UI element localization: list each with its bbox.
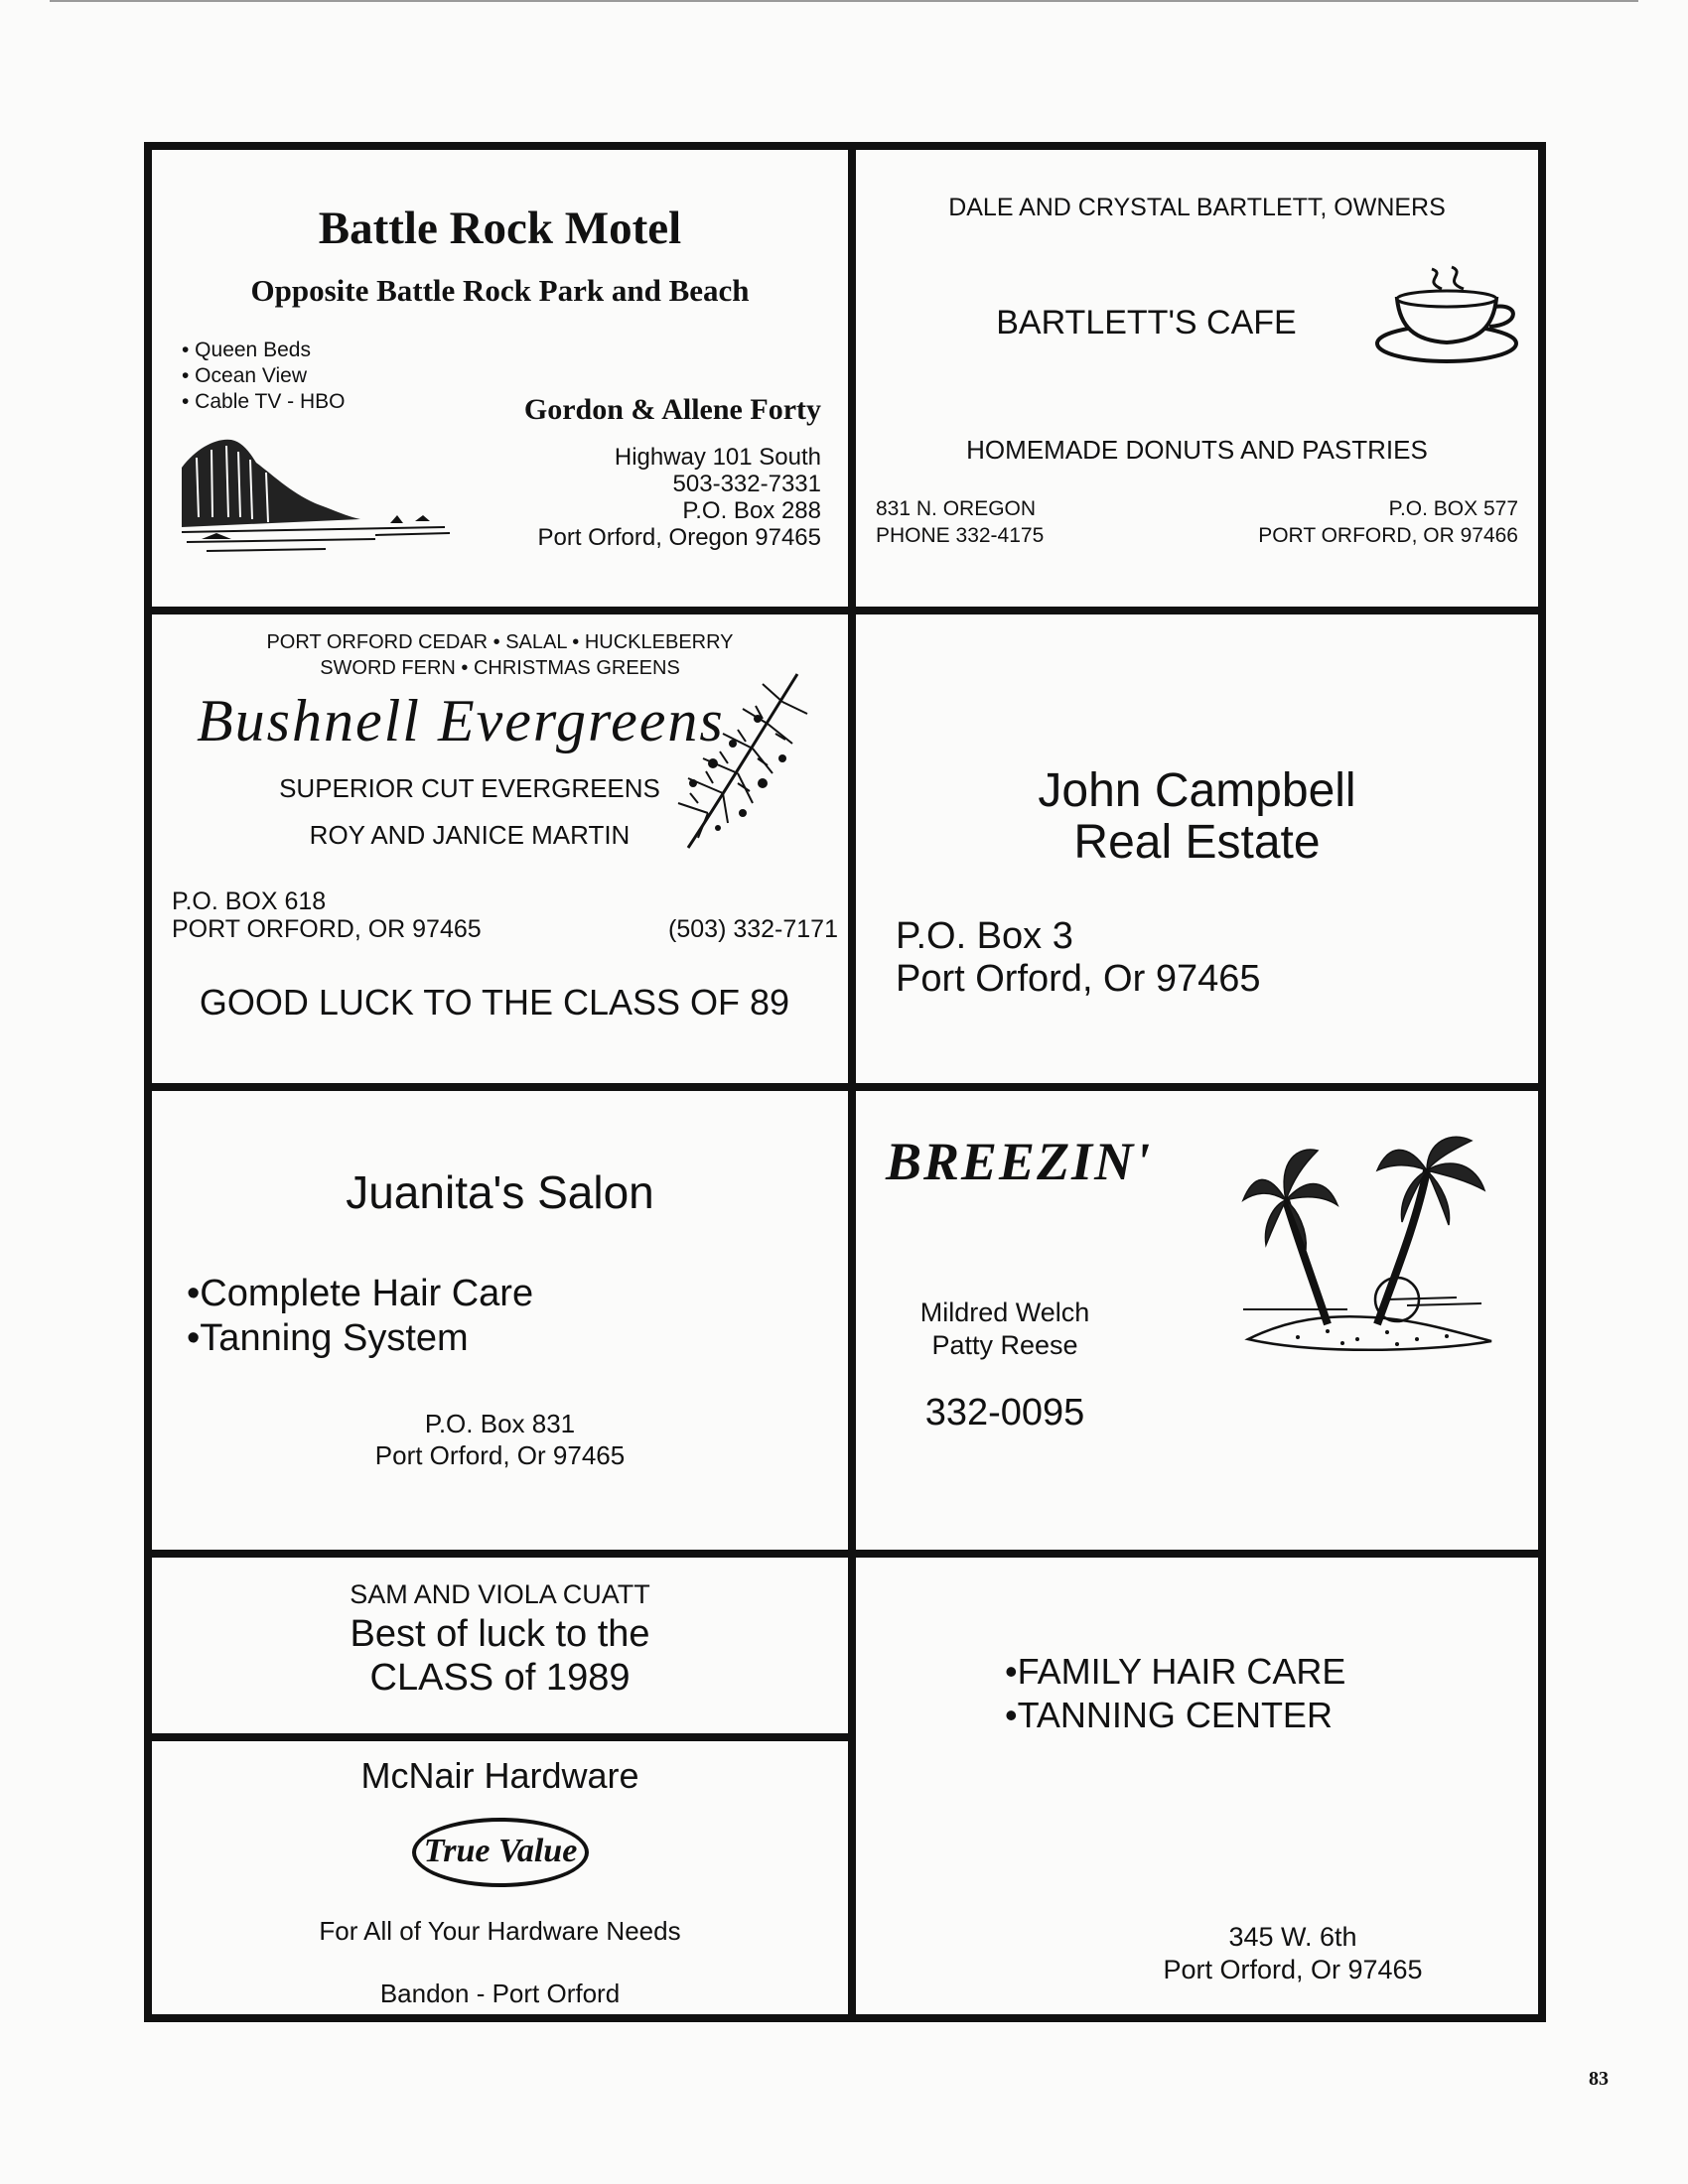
service-item: •Complete Hair Care [187,1273,534,1314]
ad-mcnair-hardware [152,1741,848,2014]
city-line: Port Orford, Or 97465 [896,958,1261,1000]
logo-text: True Value [423,1833,578,1869]
battle-rock-illustration [177,428,455,557]
service-item: •TANNING CENTER [1005,1695,1333,1735]
person-name: Mildred Welch [919,1297,1090,1327]
street-address: 345 W. 6th [1228,1922,1357,1952]
page-top-rule [50,0,1638,2]
true-value-logo [412,1818,589,1887]
address-line: Port Orford, Oregon 97465 [537,524,821,551]
grid-divider-row3 [152,1550,1538,1558]
city-line: PORT ORFORD, OR 97465 [172,915,482,943]
grid-divider-row2 [152,1083,1538,1091]
ad-grid [144,142,1546,2022]
phone-line: PHONE 332-4175 [876,524,1045,547]
ad-owners: SAM AND VIOLA CUATT [350,1579,650,1609]
po-box: P.O. BOX 577 [1388,497,1518,520]
ad-title: McNair Hardware [360,1755,639,1796]
ad-owners: ROY AND JANICE MARTIN [309,820,631,850]
ad-juanitas-salon [152,1091,848,1550]
phone-line: 332-0095 [924,1392,1085,1433]
page-number: 83 [1589,2068,1609,2090]
ad-title: John Campbell [1038,764,1356,817]
service-item: •Tanning System [187,1317,469,1359]
ad-bushnell-evergreens [152,614,848,1083]
class-message: CLASS of 1989 [369,1657,631,1699]
ad-breezin [856,1091,1538,1550]
po-box: P.O. Box 3 [896,915,1073,957]
grid-divider-cuatt-mcnair [152,1733,848,1741]
ad-title: BARTLETT'S CAFE [996,304,1297,341]
feature-item: • Queen Beds [182,339,311,361]
ad-title: Juanita's Salon [346,1166,654,1218]
city-line: Port Orford, Or 97465 [1163,1955,1423,1984]
ad-tagline: SUPERIOR CUT EVERGREENS [279,773,660,803]
class-message: Best of luck to the [350,1613,650,1655]
evergreen-branch-icon [668,664,817,853]
grid-center-divider [848,150,856,2014]
ad-owners: Gordon & Allene Forty [523,393,821,426]
products-line: PORT ORFORD CEDAR • SALAL • HUCKLEBERRY [266,631,734,653]
ad-title: Bushnell Evergreens [197,688,725,753]
street-address: 831 N. OREGON [876,497,1037,520]
address-line: Highway 101 South [614,444,821,471]
po-box: P.O. BOX 618 [172,887,327,915]
grid-divider-row1 [152,607,1538,614]
coffee-cup-icon [1372,259,1521,368]
ad-tagline: For All of Your Hardware Needs [319,1916,681,1946]
city-line: Port Orford, Or 97465 [374,1440,626,1470]
ad-subtitle: Real Estate [1073,816,1321,869]
ad-bartletts-cafe [856,150,1538,607]
city-line: PORT ORFORD, OR 97466 [1258,524,1518,547]
products-line: SWORD FERN • CHRISTMAS GREENS [320,657,680,679]
address-line: P.O. Box 288 [682,497,821,524]
ad-owners: DALE AND CRYSTAL BARTLETT, OWNERS [948,194,1446,221]
feature-item: • Cable TV - HBO [182,390,346,413]
ad-cuatt [152,1558,848,1733]
ad-battle-rock-motel [152,150,848,607]
feature-item: • Ocean View [182,364,308,387]
ad-john-campbell-real-estate [856,614,1538,1083]
ad-tagline: HOMEMADE DONUTS AND PASTRIES [966,435,1428,465]
phone-line: (503) 332-7171 [668,915,838,943]
phone-line: 503-332-7331 [672,471,821,497]
ad-family-hair-care [856,1558,1538,2014]
ad-title: BREEZIN' [886,1132,1153,1191]
service-item: •FAMILY HAIR CARE [1005,1651,1346,1692]
class-message: GOOD LUCK TO THE CLASS OF 89 [199,982,790,1023]
palm-island-icon [1238,1131,1506,1369]
ad-title: Battle Rock Motel [318,203,682,254]
po-box: P.O. Box 831 [424,1409,576,1438]
person-name: Patty Reese [931,1330,1078,1360]
store-locations: Bandon - Port Orford [379,1979,621,2008]
ad-subtitle: Opposite Battle Rock Park and Beach [250,273,750,308]
